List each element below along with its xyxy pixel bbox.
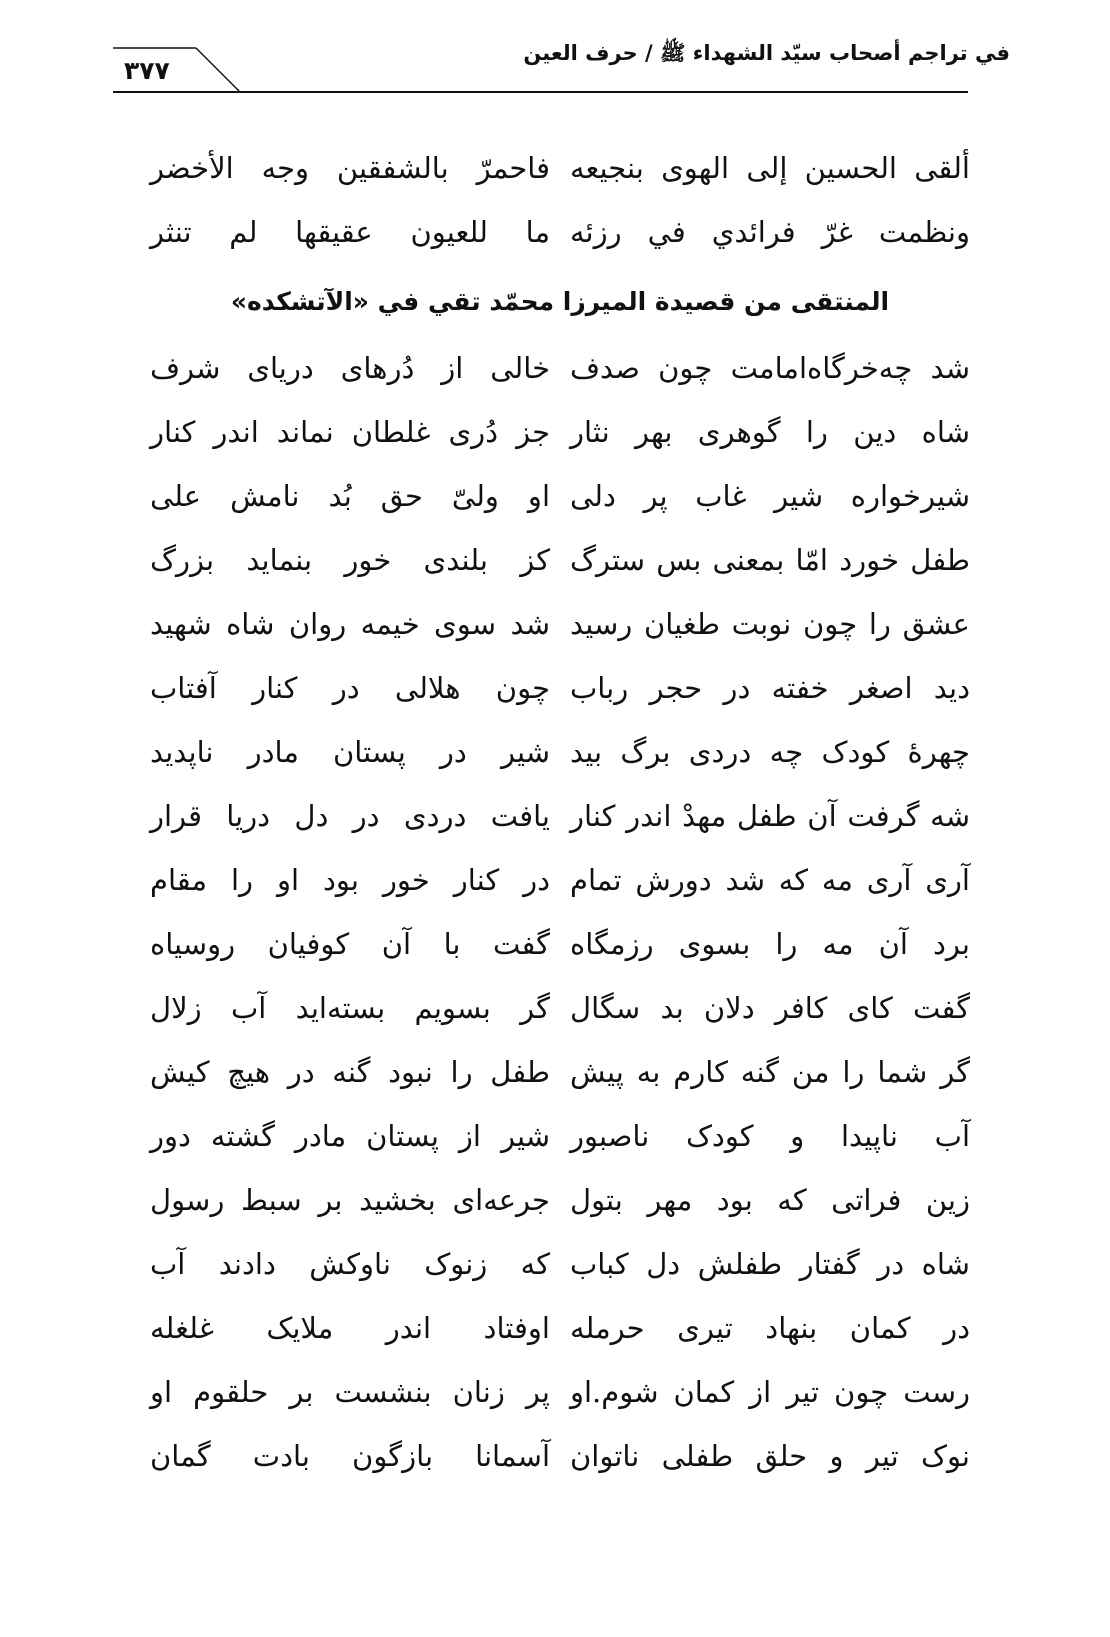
first-hemistich: عشق را چون نوبت طغیان رسید bbox=[570, 607, 970, 641]
running-title: في تراجم أصحاب سيّد الشهداء ﷺ / حرف العين bbox=[523, 41, 1010, 65]
couplet bbox=[150, 1364, 970, 1428]
first-hemistich: نوک تیر و حلق طفلی ناتوان bbox=[570, 1439, 970, 1473]
second-hemistich: فاحمرّ بالشفقين وجه الأخضر bbox=[150, 151, 550, 185]
first-hemistich: شیرخواره شیر غاب پر دلی bbox=[570, 479, 970, 513]
couplet bbox=[150, 596, 970, 660]
second-hemistich: گر بسویم بسته‌اید آب زلال bbox=[150, 991, 550, 1025]
first-hemistich: شه گرفت آن طفل مهدْ اندر کنار bbox=[570, 799, 970, 833]
first-hemistich: طفل خورد امّا بمعنی بس سترگ bbox=[570, 543, 970, 577]
couplet bbox=[150, 916, 970, 980]
header-rule bbox=[0, 0, 1110, 110]
first-hemistich: آب ناپیدا و کودک ناصبور bbox=[570, 1119, 970, 1153]
second-hemistich: ما للعيون عقيقها لم تنثر bbox=[150, 215, 550, 249]
first-hemistich: آری آری مه که شد دورش تمام bbox=[570, 863, 970, 897]
couplet bbox=[150, 468, 970, 532]
first-hemistich: گر شما را من گنه کارم به پیش bbox=[570, 1055, 970, 1089]
second-hemistich: چون هلالی در کنار آفتاب bbox=[150, 671, 550, 705]
first-hemistich: در کمان بنهاد تیری حرمله bbox=[570, 1311, 970, 1345]
couplet bbox=[150, 340, 970, 404]
second-hemistich: در کنار خور بود او را مقام bbox=[150, 863, 550, 897]
second-hemistich: یافت دردی در دل دریا قرار bbox=[150, 799, 550, 833]
first-hemistich: برد آن مه را بسوی رزمگاه bbox=[570, 927, 970, 961]
couplet bbox=[150, 204, 970, 268]
couplet bbox=[150, 788, 970, 852]
couplet bbox=[150, 1236, 970, 1300]
couplet bbox=[150, 404, 970, 468]
second-hemistich: شد سوی خیمه روان شاه شهید bbox=[150, 607, 550, 641]
couplet bbox=[150, 1044, 970, 1108]
first-hemistich: ونظمت غرّ فرائدي في رزئه bbox=[570, 215, 970, 249]
second-hemistich: اوفتاد اندر ملایک غلغله bbox=[150, 1311, 550, 1345]
couplet bbox=[150, 532, 970, 596]
arabic-poem bbox=[150, 140, 970, 268]
first-hemistich: دید اصغر خفته در حجر رباب bbox=[570, 671, 970, 705]
second-hemistich: شیر در پستان مادر ناپدید bbox=[150, 735, 550, 769]
first-hemistich: چهرهٔ کودک چه دردی برگ بید bbox=[570, 735, 970, 769]
couplet bbox=[150, 852, 970, 916]
first-hemistich: زین فراتی که بود مهر بتول bbox=[570, 1183, 970, 1217]
couplet bbox=[150, 1172, 970, 1236]
second-hemistich: شیر از پستان مادر گشته دور bbox=[150, 1119, 550, 1153]
second-hemistich: جرعه‌ای بخشید بر سبط رسول bbox=[150, 1183, 550, 1217]
couplet bbox=[150, 724, 970, 788]
second-hemistich: طفل را نبود گنه در هیچ کیش bbox=[150, 1055, 550, 1089]
second-hemistich: که زنوک ناوکش دادند آب bbox=[150, 1247, 550, 1281]
couplet bbox=[150, 1300, 970, 1364]
first-hemistich: ألقى الحسين إلى الهوى بنجيعه bbox=[570, 151, 970, 185]
couplet bbox=[150, 980, 970, 1044]
second-hemistich: او ولیّ حق بُد نامش علی bbox=[150, 479, 550, 513]
couplet bbox=[150, 660, 970, 724]
first-hemistich: شاه در گفتار طفلش دل کباب bbox=[570, 1247, 970, 1281]
first-hemistich: شد چه‌خرگاه‌امامت چون صدف bbox=[570, 351, 970, 385]
couplet bbox=[150, 140, 970, 204]
couplet bbox=[150, 1108, 970, 1172]
second-hemistich: گفت با آن کوفیان روسیاه bbox=[150, 927, 550, 961]
first-hemistich: گفت کای کافر دلان بد سگال bbox=[570, 991, 970, 1025]
second-hemistich: خالی از دُرهای دریای شرف bbox=[150, 351, 550, 385]
second-hemistich: جز دُری غلطان نماند اندر کنار bbox=[150, 415, 550, 449]
second-hemistich: آسمانا بازگون بادت گمان bbox=[150, 1439, 550, 1473]
second-hemistich: پر زنان بنشست بر حلقوم او bbox=[150, 1375, 550, 1409]
persian-poem bbox=[150, 340, 970, 1492]
page-number: ۳۷۷ bbox=[124, 56, 170, 85]
first-hemistich: رست چون تیر از کمان شوم.او bbox=[570, 1375, 970, 1409]
second-hemistich: کز بلندی خور بنماید بزرگ bbox=[150, 543, 550, 577]
couplet bbox=[150, 1428, 970, 1492]
section-heading: المنتقى من قصيدة الميرزا محمّد تقي في «الآتشكده» bbox=[230, 287, 890, 316]
first-hemistich: شاه دین را گوهری بهر نثار bbox=[570, 415, 970, 449]
